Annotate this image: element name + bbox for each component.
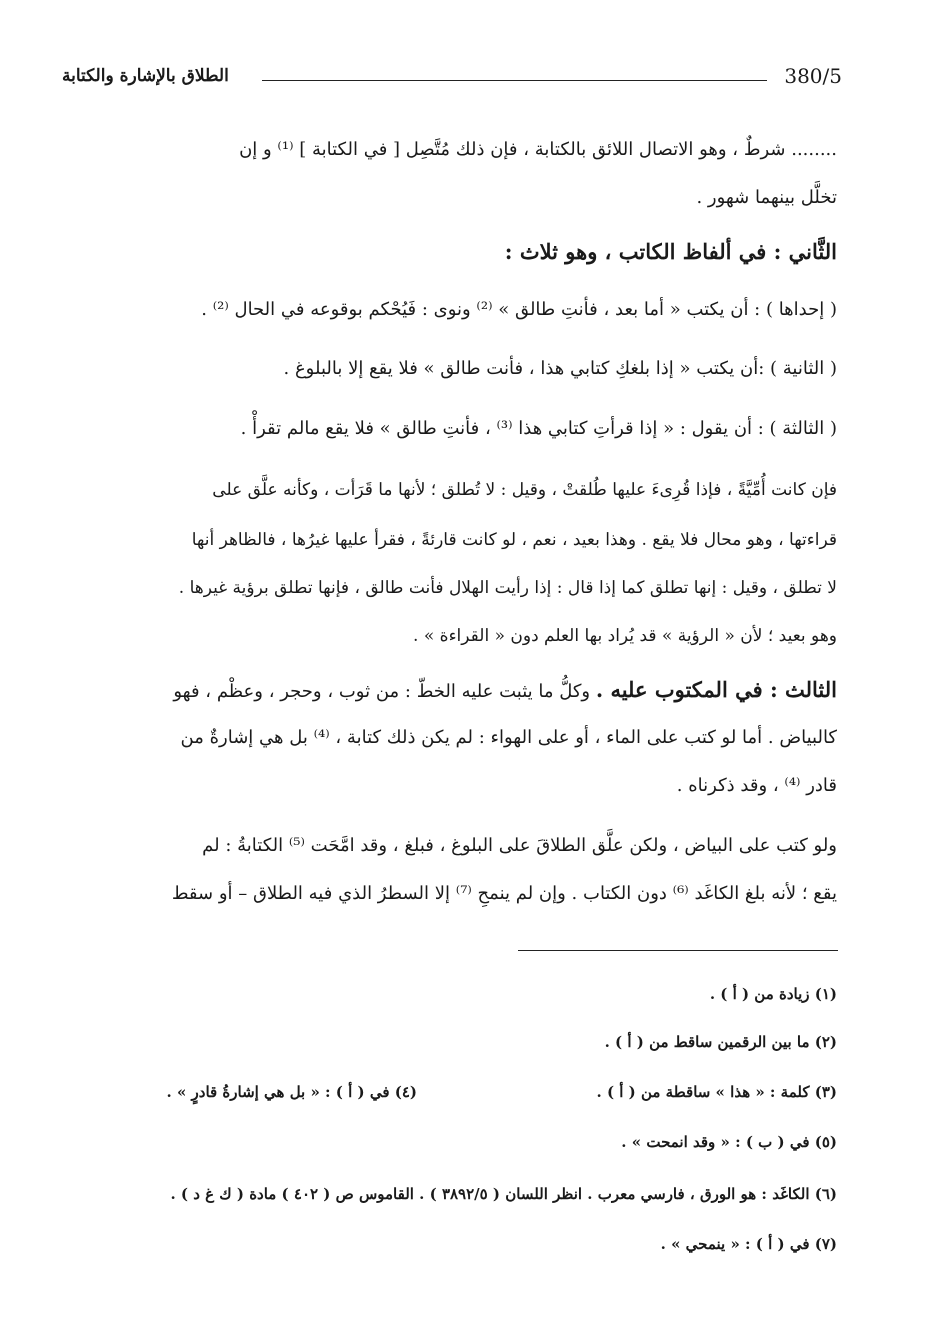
page-number: 380/5 <box>784 64 842 88</box>
section-heading: الثَّاني : في ألفاظ الكاتب ، وهو ثلاث : <box>504 239 837 264</box>
footnote: (٤) في ( أ ) : « بل هي إشارةُ قادرٍ » . <box>166 1083 417 1101</box>
body-line: قادر ⁽⁴⁾ ، وقد ذكرناه . <box>676 775 837 796</box>
running-title: الطلاق بالإشارة والكتابة <box>62 66 229 86</box>
footnote: (٢) ما بين الرقمين ساقط من ( أ ) . <box>604 1033 837 1051</box>
body-line: ........ شرطٌ ، وهو الاتصال اللائق بالكتابة ، فإن ذلك مُتَّصِل [ في الكتابة ] ⁽¹⁾ و إن <box>239 139 837 160</box>
body-line: قراءتها ، وهو محال فلا يقع . وهذا بعيد ، نعم ، لو كانت قارئةً ، فقرأ عليها غيرُها ، فالظاهر أنها <box>191 530 837 550</box>
list-item: ( إحداها ) : أن يكتب « أما بعد ، فأنتِ طالق » ⁽²⁾ ونوى : فَيُحْكم بوقوعه في الحال ⁽²⁾ . <box>201 299 837 320</box>
section-heading: الثالث : في المكتوب عليه . <box>595 677 837 702</box>
footnote: (٥) في ( ب ) : « وقد انمحت » . <box>621 1133 837 1151</box>
footnote: (٦) الكاغَد : هو الورق ، فارسي معرب . انظر اللسان ( ٣٨٩٢/٥ ) . القاموس ص ( ٤٠٢ ) مادة ( ك غ د ) . <box>170 1185 837 1203</box>
list-item: ( الثانية ) :أن يكتب « إذا بلغكِ كتابي هذا ، فأنت طالق » فلا يقع إلا بالبلوغ . <box>283 358 837 379</box>
body-line: يقع ؛ لأنه بلغ الكاغَد ⁽⁶⁾ دون الكتاب . وإن لم ينمحِ ⁽⁷⁾ إلا السطرُ الذي فيه الطلاق – أو سقط <box>171 883 837 904</box>
footnote-separator <box>518 950 838 951</box>
body-line: كالبياض . أما لو كتب على الماء ، أو على الهواء : لم يكن ذلك كتابة ، ⁽⁴⁾ بل هي إشارةٌ من <box>180 727 837 748</box>
list-item: ( الثالثة ) : أن يقول : « إذا قرأتِ كتابي هذا ⁽³⁾ ، فأنتِ طالق » فلا يقع مالم تقرأْ . <box>240 418 837 439</box>
header-rule <box>262 80 767 81</box>
body-text: وكلُّ ما يثبت عليه الخطّ : من ثوب ، وحجر ، وعظْم ، فهو <box>173 681 596 702</box>
footnote: (٣) كلمة : « هذا » ساقطة من ( أ ) . <box>596 1083 837 1101</box>
body-line: فإن كانت أُمِّيَّةً ، فإذا قُرِىءَ عليها طُلقتْ ، وقيل : لا تُطلق ؛ لأنها ما قَرَأت ، وكأنه علَّق على <box>212 480 837 500</box>
running-header <box>62 62 842 96</box>
footnote: (١) زيادة من ( أ ) . <box>709 985 837 1003</box>
body-line: لا تطلق ، وقيل : إنها تطلق كما إذا قال : إذا رأيت الهلال فأنت طالق ، فإنها تطلق برؤية غيرها . <box>178 578 837 598</box>
body-line: ولو كتب على البياض ، ولكن علَّق الطلاقَ على البلوغ ، فبلغ ، وقد امَّحَت ⁽⁵⁾ الكتابةُ : لم <box>202 835 837 856</box>
body-line: وهو بعيد ؛ لأن « الرؤية » قد يُراد بها العلم دون « القراءة » . <box>413 626 837 646</box>
footnote: (٧) في ( أ ) : « ينمحي » . <box>660 1235 837 1253</box>
body-line <box>67 670 837 710</box>
body-line: تخلَّل بينهما شهور . <box>696 187 837 208</box>
